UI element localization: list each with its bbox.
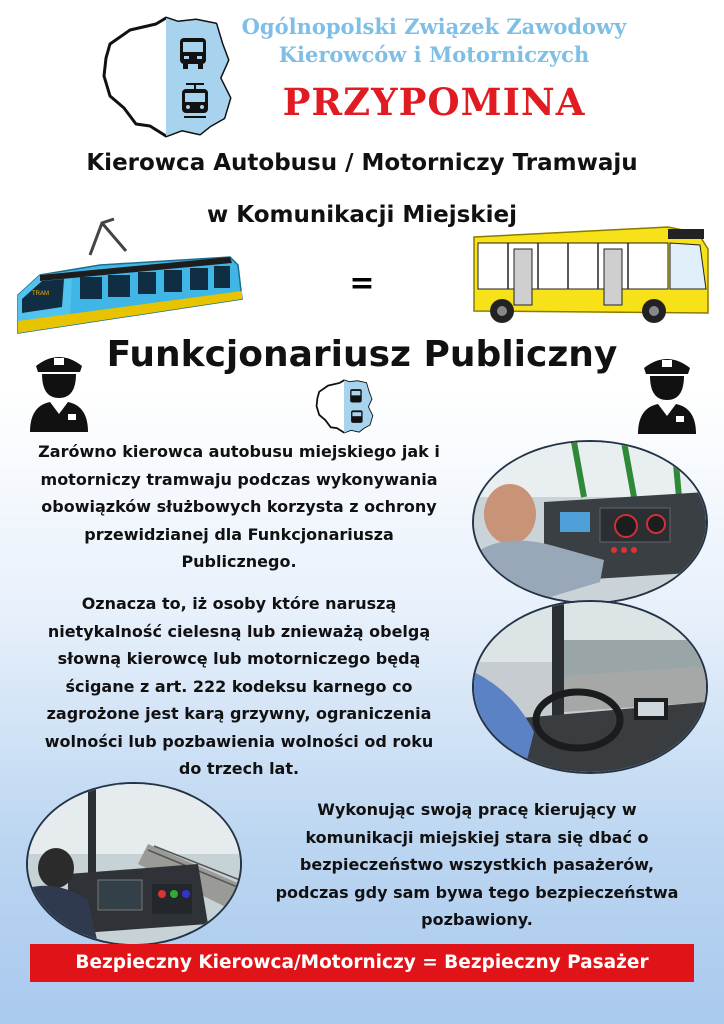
paragraph-legal-protection [16,438,462,576]
text-line: pozbawiony. [421,910,533,929]
text-line: zagrożone jest karą grzywny, ograniczenia [46,704,432,723]
org-name-line1: Ogólnopolski Związek Zawodowy [241,14,627,39]
text-line: obowiązków służbowych korzysta z ochrony [41,497,437,516]
public-official-title: Funkcjonariusz Publiczny [106,334,618,375]
union-logo [96,14,236,138]
svg-text:TRAM: TRAM [32,291,49,297]
text-line: przewidzianej dla Funkcjonariusza [84,524,394,544]
text-line: wolności lub pozbawienia wolności od roku [44,731,434,751]
text-line: Zarówno kierowca autobusu miejskiego jak i [38,442,440,461]
text-line: motorniczy tramwaju podczas wykonywania [40,469,438,489]
safety-slogan-banner: Bezpieczny Kierowca/Motorniczy = Bezpieczny Pasażer [30,944,694,982]
org-name-line2: Kierowców i Motorniczych [278,42,590,67]
text-line: słowną kierowcę lub motorniczego będą [57,649,421,668]
paragraph-safety [252,796,702,934]
officer-icon [28,350,90,432]
steering-wheel-photo [472,600,708,774]
text-line: do trzech lat. [178,759,300,778]
text-line: Wykonując swoją pracę kierujący w [317,800,637,819]
text-line: podczas gdy sam bywa tego bezpieczeństwa [275,882,679,902]
main-heading-line1: Kierowca Autobusu / Motorniczy Tramwaju [86,150,638,176]
driver-photo [472,440,708,604]
paragraph-penal-code [16,590,462,783]
tram-cab-photo [26,782,242,946]
text-line: bezpieczeństwo wszystkich pasażerów, [299,855,655,874]
officer-icon [636,352,698,434]
equals-sign: = [349,266,375,301]
main-heading-line2: w Komunikacji Miejskiej [207,202,517,228]
text-line: Oznacza to, iż osoby które naruszą [81,594,397,613]
reminder-title: PRZYPOMINA [282,80,586,124]
text-line: komunikacji miejskiej stara się dbać o [305,827,649,847]
text-line: nietykalność cielesną lub znieważą obelgą [47,621,431,641]
text-line: Publicznego. [181,552,297,571]
small-logo [313,378,375,434]
text-line: ścigane z art. 222 kodeksu karnego co [65,676,413,696]
